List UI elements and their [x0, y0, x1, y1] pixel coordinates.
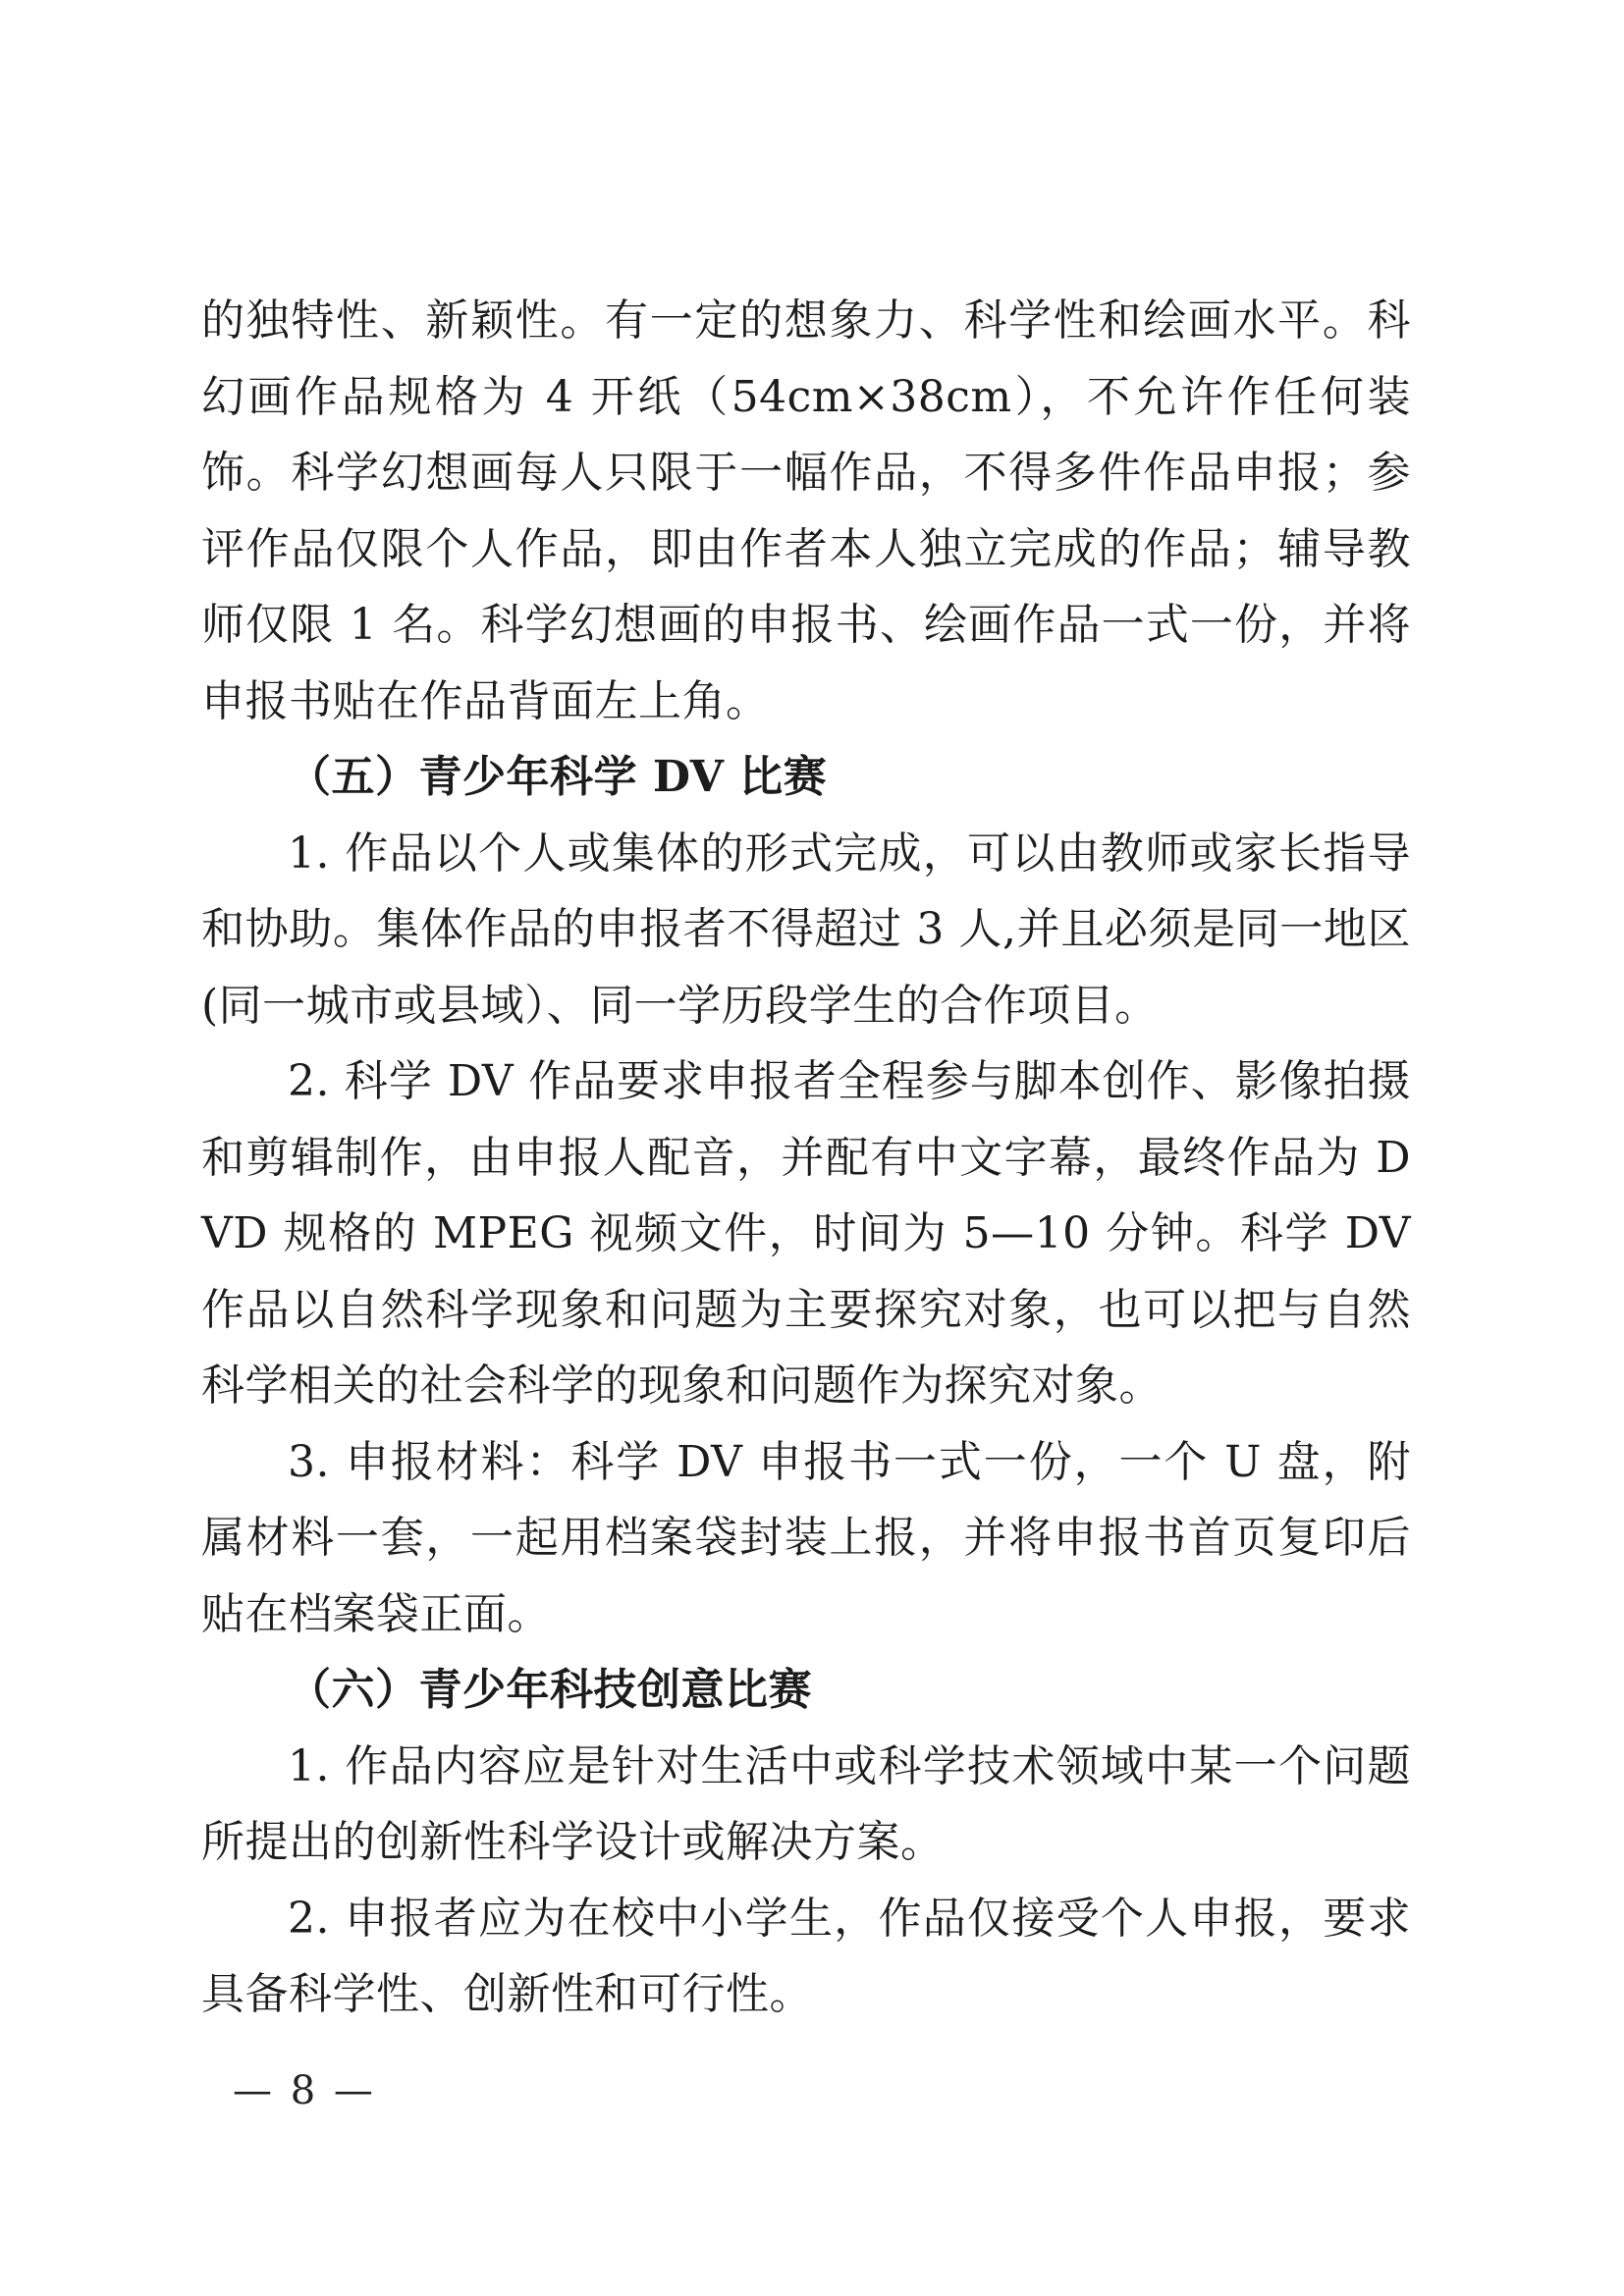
paragraph-creativity-item-1: 1. 作品内容应是针对生活中或科学技术领域中某一个问题所提出的创新性科学设计或解决方案。: [201, 1740, 1411, 1867]
paragraph-dv-item-1: 1. 作品以个人或集体的形式完成，可以由教师或家长指导和协助。集体作品的申报者不得超过 3 人,并且必须是同一地区(同一城市或县域）、同一学历段学生的合作项目。: [201, 828, 1411, 1031]
section-heading-6-tech-creativity-contest: （六）青少年科技创意比赛: [288, 1665, 812, 1715]
section-heading-5-science-dv-contest: （五）青少年科学 DV 比赛: [288, 752, 828, 802]
document-body: [201, 283, 1411, 2033]
paragraph-dv-item-3: 3. 申报材料：科学 DV 申报书一式一份，一个 U 盘，附属材料一套，一起用档案袋封装上报，并将申报书首页复印后贴在档案袋正面。: [201, 1436, 1411, 1639]
page-number: — 8 —: [233, 2068, 376, 2113]
paragraph-dv-item-2: 2. 科学 DV 作品要求申报者全程参与脚本创作、影像拍摄和剪辑制作，由申报人配音，并配有中文字幕，最终作品为 DVD 规格的 MPEG 视频文件，时间为 5—10 分钟。科学 DV 作品以自然科学现象和问题为主要探究对象，也可以把与自然科学相关的社会科学的现象和问题作为探究对象。: [201, 1056, 1411, 1411]
paragraph-science-fiction-painting-continued: 的独特性、新颖性。有一定的想象力、科学性和绘画水平。科幻画作品规格为 4 开纸（54cm×38cm），不允许作任何装饰。科学幻想画每人只限于一幅作品，不得多件作品申报；参评作品仅限个人作品，即由作者本人独立完成的作品；辅导教师仅限 1 名。科学幻想画的申报书、绘画作品一式一份，并将申报书贴在作品背面左上角。: [201, 295, 1411, 726]
paragraph-creativity-item-2: 2. 申报者应为在校中小学生，作品仅接受个人申报，要求具备科学性、创新性和可行性。: [201, 1893, 1411, 2019]
